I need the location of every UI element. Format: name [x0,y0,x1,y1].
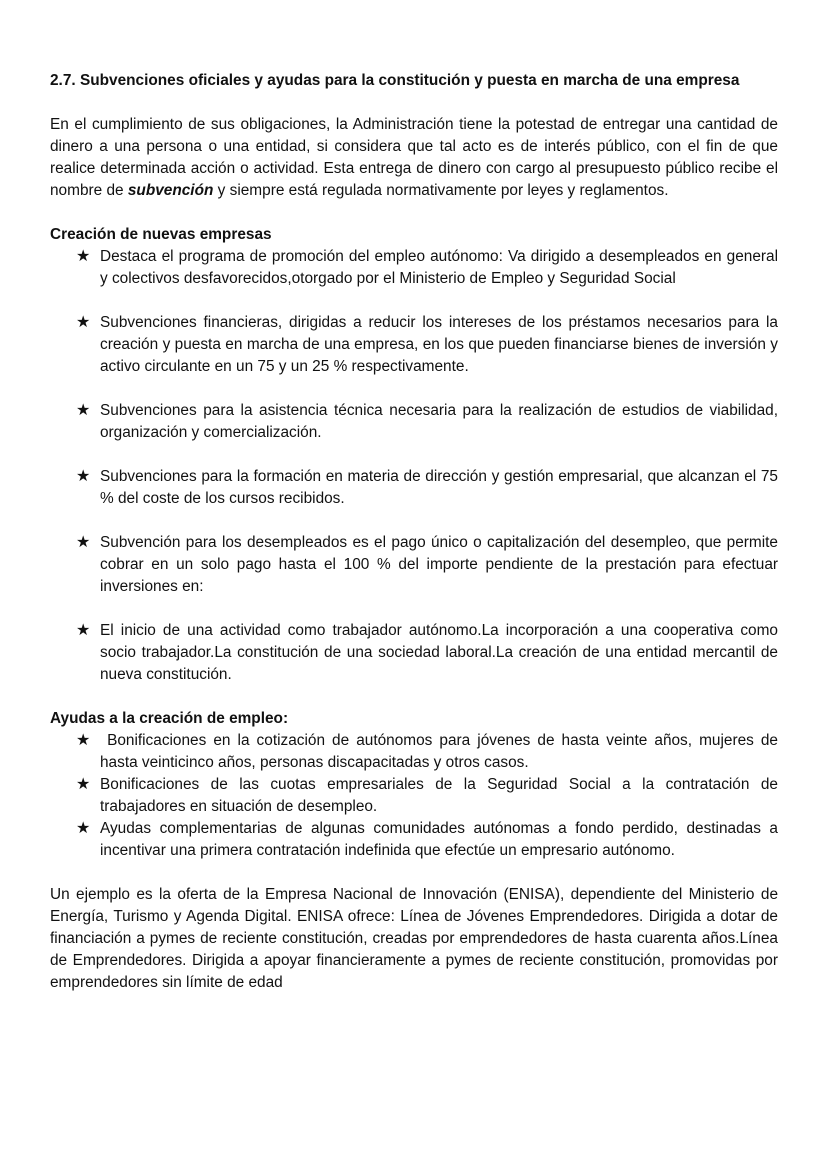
star-icon: ★ [76,468,91,485]
closing-paragraph: Un ejemplo es la oferta de la Empresa Nacional de Innovación (ENISA), dependiente del Ministerio de Energía, Turismo y Agenda Digital. ENISA ofrece: Línea de Jóvenes Emprendedores. Dirigida a dotar de financiación a pymes de reciente constitución, creadas por emprendedores de hasta cuarenta años.Línea de Emprendedores. Dirigida a apoyar financieramente a pymes de reciente constitución, promovidas por emprendedores sin límite de edad [50,886,778,991]
intro-emphasis: subvención [127,182,214,199]
heading-ayudas-empleo: Ayudas a la creación de empleo: [50,710,289,727]
list-item: ★ Subvención para los desempleados es el pago único o capitalización del desempleo, que permite cobrar en un solo pago hasta el 100 % del importe pendiente de la prestación para efectuar inversiones en: [76,534,778,595]
star-icon: ★ [76,820,91,837]
star-icon: ★ [76,622,91,639]
intro-text-before: En el cumplimiento de sus obligaciones, la Administración tiene la potestad de entregar una cantidad de dinero a una persona o una entidad, si considera que tal acto es de interés público, con el fin de que realice determinada acción o actividad. Esta entrega de dinero con cargo al presupuesto público recibe el nombre de [50,116,778,199]
intro-text-after: y siempre está regulada normativamente por leyes y reglamentos. [213,182,669,199]
star-icon: ★ [76,776,91,793]
list-item: ★ Subvenciones para la asistencia técnica necesaria para la realización de estudios de viabilidad, organización y comercialización. [76,402,778,441]
list-item: ★ Bonificaciones en la cotización de autónomos para jóvenes de hasta veinte años, mujeres de hasta veinticinco años, personas discapacitadas y otros casos. [76,732,783,771]
heading-creacion-empresas: Creación de nuevas empresas [50,226,272,243]
section-title: 2.7. Subvenciones oficiales y ayudas para la constitución y puesta en marcha de una empresa [50,72,740,89]
ayudas-empleo-list [50,730,783,862]
intro-paragraph [50,114,778,202]
creacion-empresas-list [50,246,778,686]
list-item: ★ Destaca el programa de promoción del empleo autónomo: Va dirigido a desempleados en general y colectivos desfavorecidos,otorgado por el Ministerio de Empleo y Seguridad Social [76,248,778,287]
star-icon: ★ [76,248,91,265]
list-item: ★ Bonificaciones de las cuotas empresariales de la Seguridad Social a la contratación de trabajadores en situación de desempleo. [76,776,778,815]
list-item: ★ Subvenciones financieras, dirigidas a reducir los intereses de los préstamos necesarios para la creación y puesta en marcha de una empresa, en los que pueden financiarse bienes de inversión y activo circulante en un 75 y un 25 % respectivamente. [76,314,778,375]
star-icon: ★ [76,534,91,551]
list-item: ★ Ayudas complementarias de algunas comunidades autónomas a fondo perdido, destinadas a incentivar una primera contratación indefinida que efectúe un empresario autónomo. [76,820,778,859]
list-item: ★ El inicio de una actividad como trabajador autónomo.La incorporación a una cooperativa como socio trabajador.La constitución de una sociedad laboral.La creación de una entidad mercantil de nueva constitución. [76,622,778,683]
star-icon: ★ [76,402,91,419]
star-icon: ★ [76,732,91,749]
star-icon: ★ [76,314,91,331]
document-page [50,70,783,994]
list-item: ★ Subvenciones para la formación en materia de dirección y gestión empresarial, que alcanzan el 75 % del coste de los cursos recibidos. [76,468,778,507]
